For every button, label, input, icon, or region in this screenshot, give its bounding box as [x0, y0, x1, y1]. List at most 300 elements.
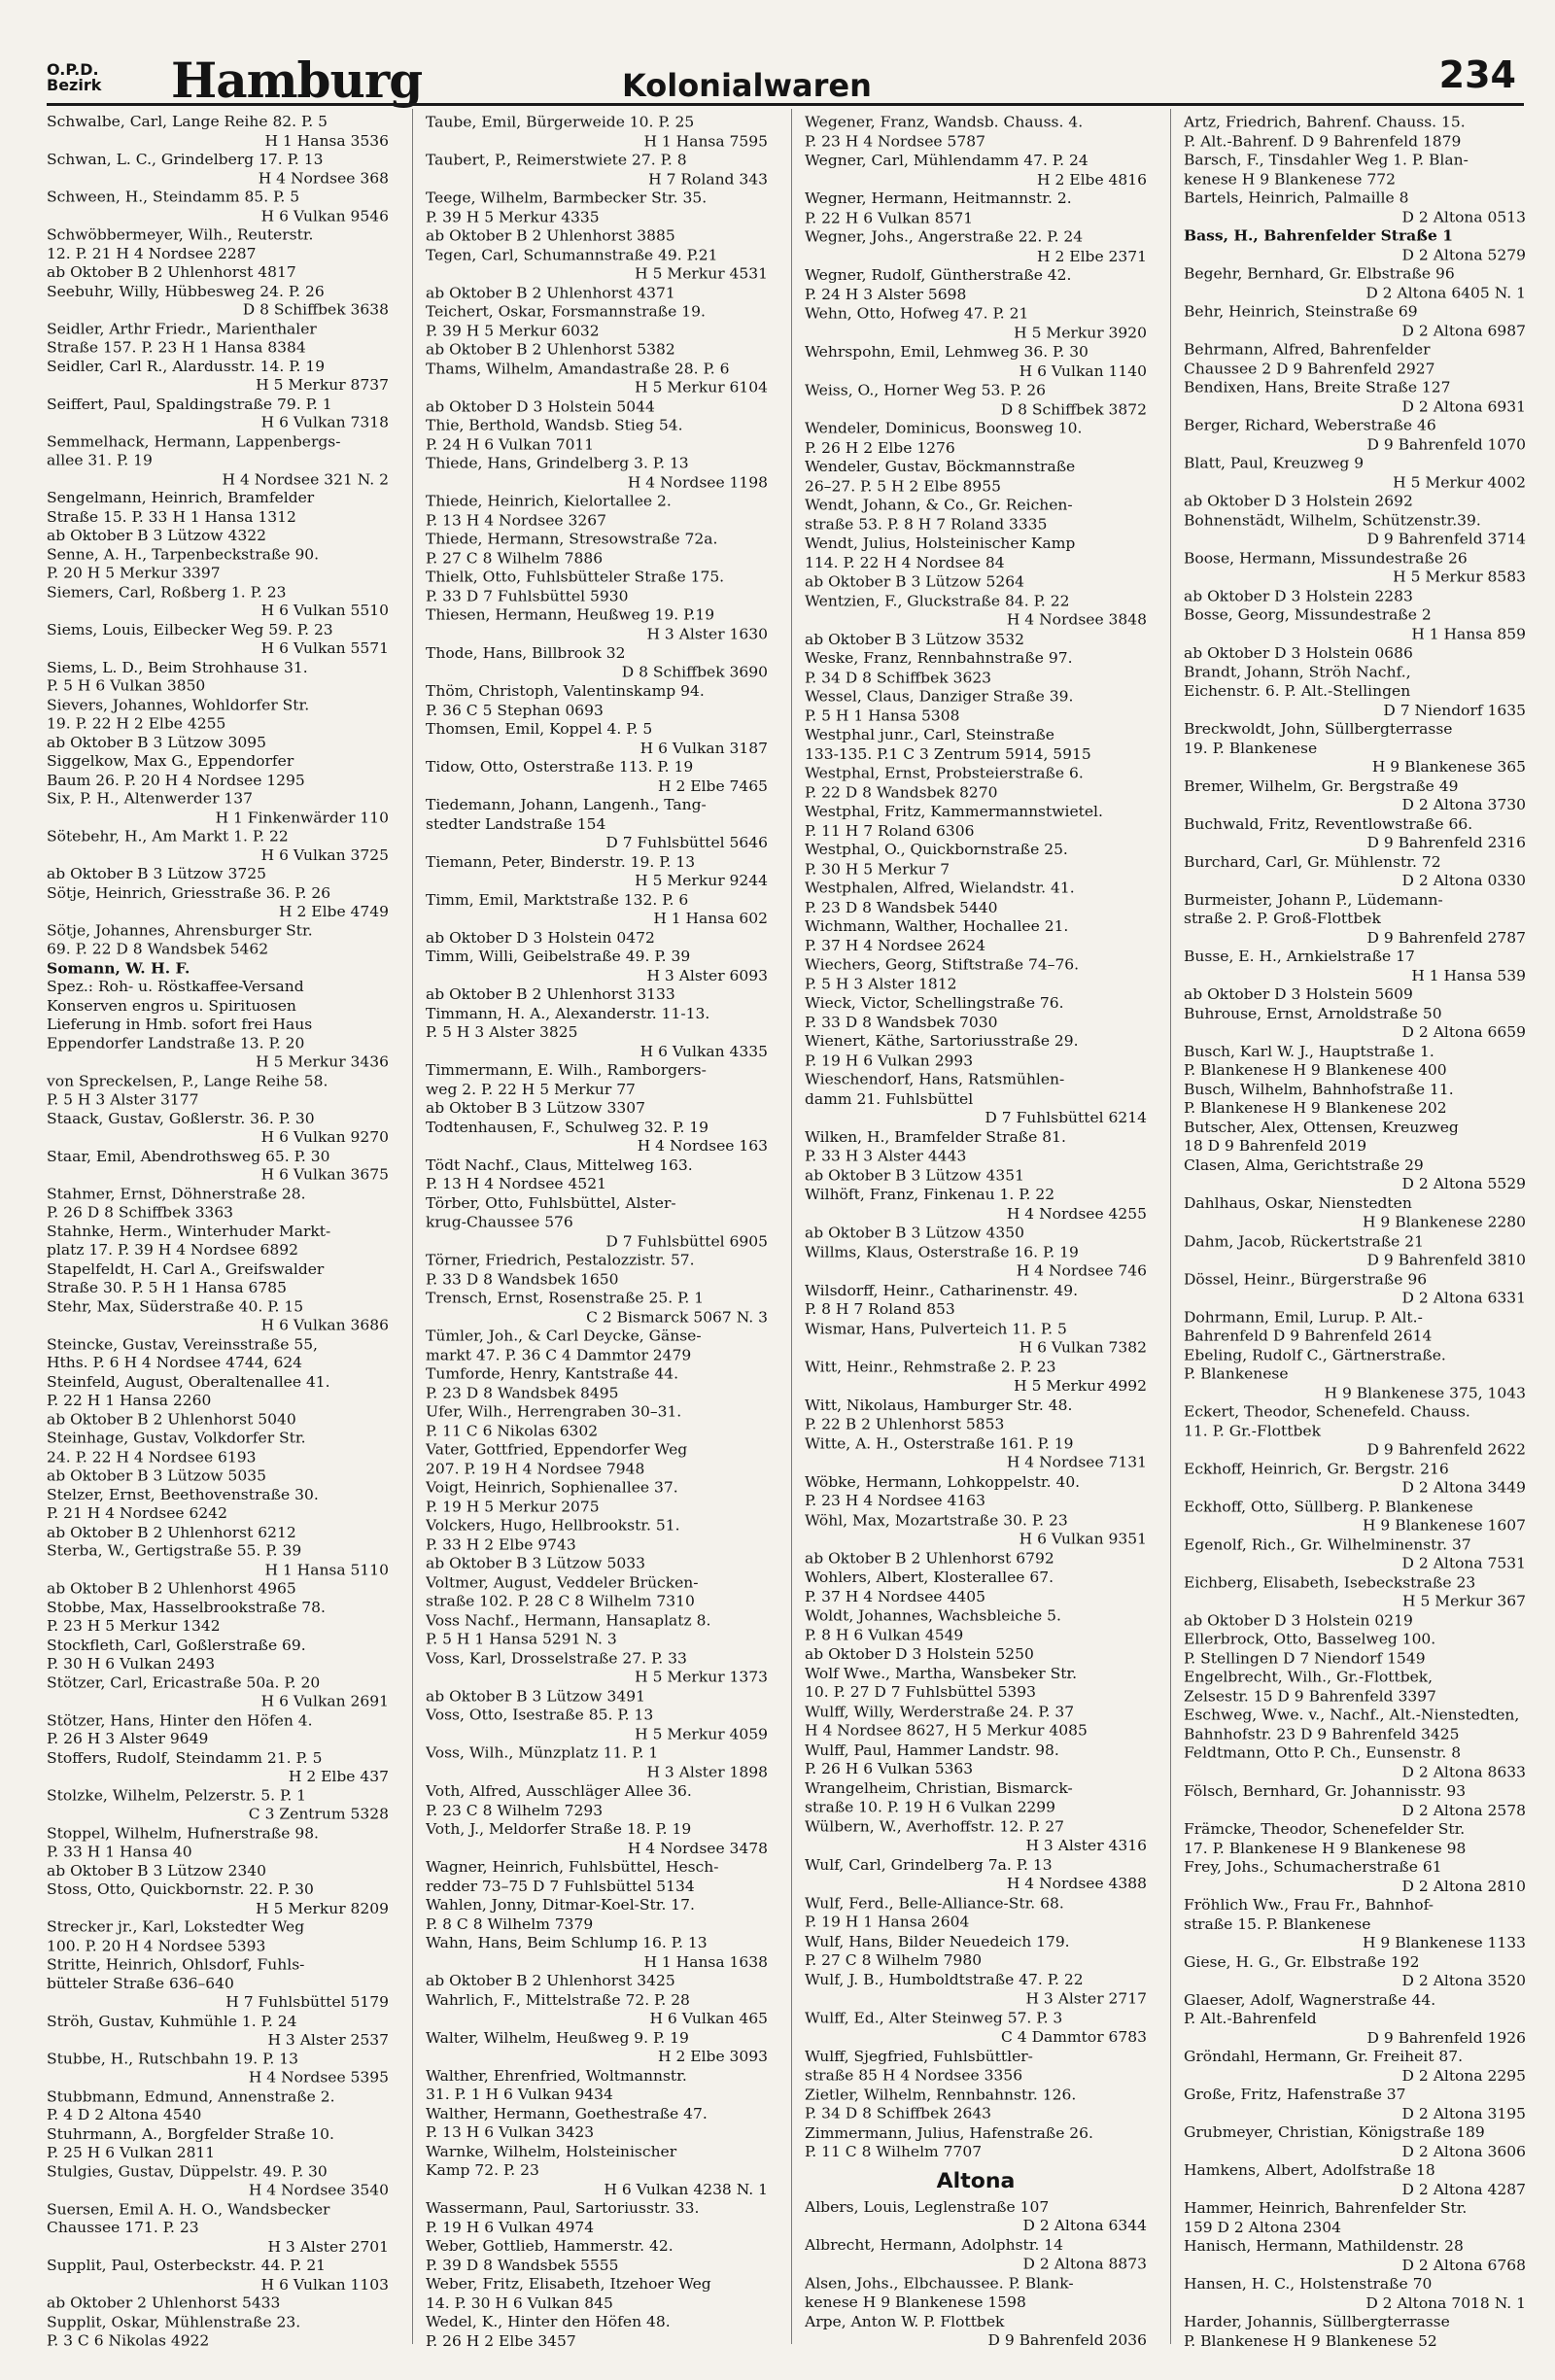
directory-line: P. 33 H 1 Hansa 40 [47, 1844, 192, 1861]
directory-line: Westphal, Ernst, Probsteierstraße 6. [805, 764, 1084, 782]
directory-line: Westphal junr., Carl, Steinstraße [805, 726, 1054, 743]
header-rule [47, 103, 1524, 106]
directory-line: Wendeler, Dominicus, Boonsweg 10. [805, 420, 1083, 437]
directory-line: P. 37 H 4 Nordsee 4405 [805, 1588, 985, 1605]
directory-line: Schwöbbermeyer, Wilh., Reuterstr. [47, 226, 314, 244]
directory-line: H 9 Blankenese 365 [1371, 758, 1526, 776]
directory-line: D 2 Altona 6331 [1401, 1290, 1526, 1307]
directory-line: Große, Fritz, Hafenstraße 37 [1184, 2086, 1406, 2103]
directory-line: P. 20 H 5 Merkur 3397 [47, 565, 221, 582]
directory-line: ab Oktober 2 Uhlenhorst 5433 [47, 2294, 281, 2312]
directory-line: Thiesen, Hermann, Heußweg 19. P.19 [426, 606, 715, 624]
directory-line: P. 24 H 6 Vulkan 7011 [426, 435, 595, 453]
directory-line: D 2 Altona 3449 [1401, 1479, 1526, 1497]
directory-line: P. Blankenese H 9 Blankenese 202 [1184, 1099, 1447, 1117]
directory-line: Weber, Fritz, Elisabeth, Itzehoer Weg [426, 2275, 711, 2294]
directory-line: D 8 Schiffbek 3872 [1000, 400, 1147, 418]
section-title: Kolonialwaren [622, 67, 872, 104]
directory-line: Sengelmann, Heinrich, Bramfelder [47, 489, 315, 506]
directory-line: D 2 Altona 3730 [1401, 796, 1526, 813]
directory-line: H 9 Blankenese 375, 1043 [1324, 1384, 1526, 1401]
directory-line: von Spreckelsen, P., Lange Reihe 58. [47, 1072, 328, 1089]
directory-line: H 1 Hansa 5110 [264, 1561, 389, 1578]
directory-line: Wiechers, Georg, Stiftstraße 74–76. [805, 955, 1080, 974]
directory-line: P. 8 H 6 Vulkan 4549 [805, 1626, 964, 1643]
directory-line: Clasen, Alma, Gerichtstraße 29 [1184, 1156, 1424, 1174]
directory-line: Wrangelheim, Christian, Bismarck- [805, 1779, 1073, 1797]
directory-line: P. 19 H 5 Merkur 2075 [426, 1498, 600, 1515]
directory-line: Seiffert, Paul, Spaldingstraße 79. P. 1 [47, 396, 332, 413]
directory-line: 14. P. 30 H 6 Vulkan 845 [426, 2294, 613, 2312]
directory-line: H 4 Nordsee 321 N. 2 [222, 470, 389, 488]
directory-column-1 [47, 113, 389, 2351]
directory-line: ab Oktober B 2 Uhlenhorst 3133 [426, 985, 675, 1003]
directory-line: H 5 Merkur 8737 [256, 376, 389, 394]
directory-line: Staack, Gustav, Goßlerstr. 36. P. 30 [47, 1110, 315, 1127]
directory-line: Timmermann, E. Wilh., Ramborgers- [426, 1061, 707, 1079]
directory-line: 12. P. 21 H 4 Nordsee 2287 [47, 245, 257, 262]
directory-line: Westphal, Fritz, Kammermannstwietel. [805, 803, 1103, 820]
directory-line: D 9 Bahrenfeld 2622 [1366, 1441, 1526, 1459]
directory-line: P. 22 B 2 Uhlenhorst 5853 [805, 1415, 1005, 1433]
directory-line: H 5 Merkur 367 [1402, 1593, 1526, 1610]
directory-line: H 6 Vulkan 3686 [260, 1317, 389, 1334]
directory-line: H 2 Elbe 3093 [658, 2048, 768, 2065]
directory-line: bütteler Straße 636–640 [47, 1975, 234, 1992]
directory-line: Bosse, Georg, Missundestraße 2 [1184, 606, 1432, 624]
page-number: 234 [1438, 53, 1516, 96]
directory-line: Walter, Wilhelm, Heußweg 9. P. 19 [426, 2029, 689, 2047]
directory-line: Wöbke, Hermann, Lohkoppelstr. 40. [805, 1472, 1081, 1491]
directory-line: Voss Nachf., Hermann, Hansaplatz 8. [426, 1611, 711, 1629]
directory-line: Voss, Wilh., Münzplatz 11. P. 1 [426, 1744, 659, 1762]
directory-line: Barsch, F., Tinsdahler Weg 1. P. Blan- [1184, 151, 1469, 169]
directory-line: Sötebehr, H., Am Markt 1. P. 22 [47, 828, 289, 845]
directory-line: P. 34 D 8 Schiffbek 2643 [805, 2105, 992, 2122]
directory-line: Warnke, Wilhelm, Holsteinischer [426, 2143, 677, 2160]
directory-line: markt 47. P. 36 C 4 Dammtor 2479 [426, 1346, 692, 1363]
directory-line: Albers, Louis, Leglenstraße 107 [805, 2197, 1050, 2216]
directory-line: Timm, Willi, Geibelstraße 49. P. 39 [426, 948, 691, 965]
directory-line: D 2 Altona 0330 [1401, 872, 1526, 889]
directory-line: Eppendorfer Landstraße 13. P. 20 [47, 1035, 305, 1052]
directory-line: H 5 Merkur 8583 [1393, 569, 1526, 586]
directory-line: Busse, E. H., Arnkielstraße 17 [1184, 948, 1415, 965]
directory-line: P. 34 D 8 Schiffbek 3623 [805, 669, 992, 686]
directory-line: P. 22 H 6 Vulkan 8571 [805, 209, 974, 226]
directory-line: Schween, H., Steindamm 85. P. 5 [47, 189, 300, 206]
directory-line: Frey, Johs., Schumacherstraße 61 [1184, 1858, 1442, 1876]
directory-line: ab Oktober B 3 Lützow 3725 [47, 865, 266, 882]
directory-line: Seebuhr, Willy, Hübbesweg 24. P. 26 [47, 283, 325, 300]
directory-line: Walther, Hermann, Goethestraße 47. [426, 2105, 708, 2122]
directory-line: Witt, Heinr., Rehmstraße 2. P. 23 [805, 1358, 1056, 1376]
directory-line: 114. P. 22 H 4 Nordsee 84 [805, 554, 1005, 571]
directory-line: H 7 Roland 343 [648, 170, 768, 188]
directory-line: Blatt, Paul, Kreuzweg 9 [1184, 455, 1365, 472]
directory-line: Stockfleth, Carl, Goßlerstraße 69. [47, 1637, 306, 1654]
directory-line: P. Blankenese [1184, 1365, 1289, 1383]
directory-line: P. 25 H 6 Vulkan 2811 [47, 2144, 216, 2161]
directory-line: Steinfeld, August, Oberaltenallee 41. [47, 1373, 330, 1391]
directory-line: ab Oktober B 2 Uhlenhorst 3425 [426, 1972, 675, 1989]
directory-line: H 4 Nordsee 368 [258, 169, 389, 187]
directory-line: P. 23 H 5 Merkur 1342 [47, 1617, 221, 1635]
directory-line: Wulff, Paul, Hammer Landstr. 98. [805, 1741, 1059, 1759]
directory-line: P. 39 D 8 Wandsbek 5555 [426, 2257, 619, 2274]
directory-line: H 4 Nordsee 3540 [248, 2182, 389, 2199]
directory-line: Stapelfeldt, H. Carl A., Greifswalder [47, 1260, 325, 1278]
directory-line: Eckhoff, Heinrich, Gr. Bergstr. 216 [1184, 1460, 1449, 1477]
directory-line: Stolzke, Wilhelm, Pelzerstr. 5. P. 1 [47, 1787, 307, 1804]
directory-line: Wagner, Heinrich, Fuhlsbüttel, Hesch- [426, 1858, 719, 1876]
directory-line: H 3 Alster 1630 [646, 625, 768, 643]
directory-line: H 5 Merkur 9244 [635, 872, 768, 889]
directory-line: H 4 Nordsee 7131 [1006, 1454, 1147, 1471]
directory-line: D 2 Altona 4287 [1401, 2181, 1526, 2198]
directory-line: Wahrlich, F., Mittelstraße 72. P. 28 [426, 1991, 690, 2009]
directory-line: ab Oktober B 2 Uhlenhorst 4817 [47, 263, 296, 281]
directory-line: Wilken, H., Bramfelder Straße 81. [805, 1128, 1066, 1146]
directory-line: 26–27. P. 5 H 2 Elbe 8955 [805, 477, 1001, 495]
directory-line: 133-135. P.1 C 3 Zentrum 5914, 5915 [805, 745, 1091, 763]
directory-line: P. 39 H 5 Merkur 4335 [426, 208, 600, 225]
directory-line: Giese, H. G., Gr. Elbstraße 192 [1184, 1953, 1420, 1971]
directory-line: H 4 Nordsee 1198 [627, 473, 768, 491]
directory-line: Steincke, Gustav, Vereinsstraße 55, [47, 1335, 318, 1353]
directory-line: H 5 Merkur 6104 [635, 379, 768, 397]
directory-line: Bohnenstädt, Wilhelm, Schützenstr.39. [1184, 511, 1481, 529]
directory-line: P. 33 D 7 Fuhlsbüttel 5930 [426, 587, 629, 605]
directory-line: Bremer, Wilhelm, Gr. Bergstraße 49 [1184, 777, 1459, 795]
directory-line: Wedel, K., Hinter den Höfen 48. [426, 2313, 671, 2331]
directory-line: Wohlers, Albert, Klosterallee 67. [805, 1569, 1054, 1586]
directory-line: Voss, Karl, Drosselstraße 27. P. 33 [426, 1649, 687, 1667]
directory-line: Begehr, Bernhard, Gr. Elbstraße 96 [1184, 265, 1455, 283]
directory-line: P. 13 H 4 Nordsee 4521 [426, 1175, 606, 1193]
directory-line: Siemers, Carl, Roßberg 1. P. 23 [47, 583, 287, 601]
directory-line: P. Alt.-Bahrenf. D 9 Bahrenfeld 1879 [1184, 132, 1462, 150]
directory-line: Suersen, Emil A. H. O., Wandsbecker [47, 2200, 330, 2218]
directory-line: P. 5 H 3 Alster 3177 [47, 1091, 199, 1109]
directory-line: D 2 Altona 0513 [1401, 208, 1526, 225]
directory-line: H 2 Elbe 2371 [1037, 247, 1147, 265]
directory-line: P. 37 H 4 Nordsee 2624 [805, 937, 985, 954]
directory-line: Eschweg, Wwe. v., Nachf., Alt.-Nienstedten, [1184, 1707, 1520, 1724]
directory-line: straße 2. P. Groß-Flottbek [1184, 910, 1381, 927]
directory-line: Teege, Wilhelm, Barmbecker Str. 35. [426, 190, 708, 207]
directory-line: Woldt, Johannes, Wachsbleiche 5. [805, 1606, 1061, 1625]
directory-line: Thode, Hans, Billbrook 32 [426, 644, 626, 662]
directory-line: 159 D 2 Altona 2304 [1184, 2219, 1341, 2236]
directory-line: C 3 Zentrum 5328 [248, 1806, 389, 1823]
directory-line: P. 30 H 6 Vulkan 2493 [47, 1655, 216, 1673]
directory-column-2 [426, 113, 768, 2351]
directory-line: Burmeister, Johann P., Lüdemann- [1184, 891, 1443, 909]
directory-line: Harder, Johannis, Süllbergterrasse [1184, 2313, 1450, 2331]
directory-line: D 2 Altona 6768 [1401, 2257, 1526, 2274]
directory-line: Dohrmann, Emil, Lurup. P. Alt.- [1184, 1308, 1423, 1326]
directory-line: Wessel, Claus, Danziger Straße 39. [805, 688, 1074, 706]
directory-line: kenese H 9 Blankenese 1598 [805, 2294, 1026, 2311]
directory-line: Willms, Klaus, Osterstraße 16. P. 19 [805, 1243, 1079, 1260]
directory-line: H 6 Vulkan 3187 [639, 740, 768, 757]
directory-line: ab Oktober B 2 Uhlenhorst 3885 [426, 227, 675, 245]
directory-line: H 1 Hansa 3536 [264, 132, 389, 150]
directory-line: ab Oktober B 2 Uhlenhorst 6212 [47, 1524, 296, 1541]
directory-line: D 9 Bahrenfeld 1070 [1366, 435, 1526, 453]
directory-line: Stoss, Otto, Quickbornstr. 22. P. 30 [47, 1880, 314, 1898]
directory-line: P. Blankenese H 9 Blankenese 52 [1184, 2332, 1437, 2350]
directory-line: H 3 Alster 2717 [1025, 1989, 1147, 2008]
directory-line: Tiedemann, Johann, Langenh., Tang- [426, 796, 707, 813]
directory-line: P. 26 H 3 Alster 9649 [47, 1730, 209, 1747]
directory-line: Taube, Emil, Bürgerweide 10. P. 25 [426, 113, 695, 131]
directory-line: P. 23 H 4 Nordsee 4163 [805, 1492, 985, 1509]
directory-line: Bahnhofstr. 23 D 9 Bahrenfeld 3425 [1184, 1725, 1460, 1743]
directory-line: Tödt Nachf., Claus, Mittelweg 163. [426, 1156, 693, 1174]
directory-line: Hammer, Heinrich, Bahrenfelder Str. [1184, 2199, 1468, 2217]
directory-line: Walther, Ehrenfried, Woltmannstr. [426, 2067, 687, 2085]
directory-line: H 4 Nordsee 3848 [1006, 611, 1147, 629]
directory-line: Egenolf, Rich., Gr. Wilhelminenstr. 37 [1184, 1535, 1471, 1553]
directory-line: Wulf, J. B., Humboldtstraße 47. P. 22 [805, 1971, 1084, 1988]
directory-line: Törber, Otto, Fuhlsbüttel, Alster- [426, 1194, 676, 1212]
directory-line: weg 2. P. 22 H 5 Merkur 77 [426, 1081, 636, 1098]
directory-line: Eichberg, Elisabeth, Isebeckstraße 23 [1184, 1573, 1476, 1591]
directory-line: H 1 Hansa 7595 [643, 132, 768, 150]
directory-line: Baum 26. P. 20 H 4 Nordsee 1295 [47, 772, 305, 789]
directory-line: Busch, Karl W. J., Hauptstraße 1. [1184, 1043, 1434, 1060]
directory-line: ab Oktober B 3 Lützow 3532 [805, 630, 1024, 648]
directory-line: ab Oktober B 3 Lützow 3307 [426, 1099, 645, 1117]
directory-line: H 9 Blankenese 1133 [1362, 1934, 1526, 1951]
directory-line: Trensch, Ernst, Rosenstraße 25. P. 1 [426, 1290, 705, 1307]
directory-line: P. 13 H 6 Vulkan 3423 [426, 2123, 595, 2141]
directory-line: H 5 Merkur 3436 [256, 1053, 389, 1071]
directory-line: C 4 Dammtor 6783 [1001, 2028, 1147, 2046]
directory-line: Teichert, Oskar, Forsmannstraße 19. [426, 303, 706, 321]
directory-line: Wilsdorff, Heinr., Catharinenstr. 49. [805, 1281, 1079, 1299]
directory-line: Chaussee 2 D 9 Bahrenfeld 2927 [1184, 360, 1435, 377]
directory-line: Bahrenfeld D 9 Bahrenfeld 2614 [1184, 1328, 1433, 1345]
directory-line: D 2 Altona 8873 [1022, 2255, 1147, 2273]
directory-line: P. 5 H 1 Hansa 5308 [805, 707, 960, 725]
directory-line: P. 33 D 8 Wandsbek 7030 [805, 1014, 998, 1031]
directory-line: kenese H 9 Blankenese 772 [1184, 170, 1396, 188]
directory-line: platz 17. P. 39 H 4 Nordsee 6892 [47, 1241, 298, 1259]
directory-line: H 6 Vulkan 7382 [1019, 1339, 1147, 1357]
directory-line: Wieck, Victor, Schellingstraße 76. [805, 994, 1064, 1012]
directory-line: Wegner, Carl, Mühlendamm 47. P. 24 [805, 152, 1088, 169]
directory-line: Butscher, Alex, Ottensen, Kreuzweg [1184, 1119, 1459, 1136]
directory-line: Wentzien, F., Gluckstraße 84. P. 22 [805, 592, 1070, 609]
directory-line: Hths. P. 6 H 4 Nordsee 4744, 624 [47, 1354, 303, 1371]
directory-line: Weiss, O., Horner Weg 53. P. 26 [805, 381, 1047, 399]
directory-line: 19. P. 22 H 2 Elbe 4255 [47, 715, 226, 733]
directory-line: H 5 Merkur 1373 [635, 1669, 768, 1686]
directory-line: Wegner, Johs., Angerstraße 22. P. 24 [805, 228, 1084, 246]
directory-line: Seidler, Carl R., Alardusstr. 14. P. 19 [47, 358, 326, 375]
directory-line: Voth, Alfred, Ausschläger Allee 36. [426, 1782, 692, 1800]
directory-line: Grubmeyer, Christian, Königstraße 189 [1184, 2123, 1485, 2141]
directory-line: H 2 Elbe 4816 [1037, 171, 1147, 189]
directory-line: Lieferung in Hmb. sofort frei Haus [47, 1016, 313, 1033]
directory-line: Semmelhack, Hermann, Lappenbergs- [47, 432, 341, 450]
directory-line: Fröhlich Ww., Frau Fr., Bahnhof- [1184, 1896, 1434, 1914]
directory-line: Ellerbrock, Otto, Basselweg 100. [1184, 1631, 1436, 1648]
directory-line: Feldtmann, Otto P. Ch., Eunsenstr. 8 [1184, 1744, 1462, 1762]
directory-line: H 1 Finkenwärder 110 [215, 809, 389, 826]
directory-line: H 6 Vulkan 3675 [260, 1166, 389, 1184]
directory-line: D 7 Fuhlsbüttel 6214 [985, 1109, 1147, 1126]
directory-line: Wismar, Hans, Pulverteich 11. P. 5 [805, 1320, 1067, 1337]
directory-line: H 4 Nordsee 746 [1016, 1262, 1147, 1280]
directory-line: H 1 Hansa 1638 [643, 1953, 768, 1971]
directory-line: Wendt, Johann, & Co., Gr. Reichen- [805, 497, 1073, 514]
directory-line: Berger, Richard, Weberstraße 46 [1184, 417, 1436, 434]
directory-line: P. 26 D 8 Schiffbek 3363 [47, 1204, 234, 1222]
directory-line: ab Oktober B 3 Lützow 5264 [805, 572, 1024, 591]
directory-line: Hanisch, Hermann, Mathildenstr. 28 [1184, 2237, 1464, 2255]
directory-line: Wöhl, Max, Mozartstraße 30. P. 23 [805, 1511, 1068, 1529]
directory-line: Stoffers, Rudolf, Steindamm 21. P. 5 [47, 1749, 323, 1767]
directory-line: Wegener, Franz, Wandsb. Chauss. 4. [805, 113, 1084, 131]
directory-line: D 9 Bahrenfeld 3810 [1366, 1251, 1526, 1269]
directory-line: H 4 Nordsee 5395 [248, 2069, 389, 2087]
directory-line: Bartels, Heinrich, Palmaille 8 [1184, 190, 1409, 207]
directory-line: D 2 Altona 2295 [1401, 2067, 1526, 2085]
directory-line: H 3 Alster 2701 [267, 2238, 389, 2256]
directory-line: D 7 Fuhlsbüttel 5646 [605, 834, 768, 851]
directory-line: Weske, Franz, Rennbahnstraße 97. [805, 649, 1073, 667]
directory-line: H 6 Vulkan 4335 [639, 1043, 768, 1060]
directory-line: H 1 Hansa 859 [1411, 625, 1526, 643]
bezirk-label: Bezirk [47, 76, 102, 94]
directory-line: D 2 Altona 6659 [1401, 1023, 1526, 1041]
directory-line: D 2 Altona 7018 N. 1 [1365, 2294, 1526, 2312]
directory-column-3 [805, 113, 1147, 2351]
directory-line: ab Oktober D 3 Holstein 0472 [426, 929, 655, 947]
directory-line: P. 8 C 8 Wilhelm 7379 [426, 1915, 594, 1933]
directory-line: D 9 Bahrenfeld 2036 [987, 2331, 1147, 2350]
directory-line: H 4 Nordsee 3478 [627, 1839, 768, 1857]
directory-line: H 9 Blankenese 2280 [1362, 1213, 1526, 1231]
directory-line: H 7 Fuhlsbüttel 5179 [225, 1993, 389, 2011]
directory-line: straße 102. P. 28 C 8 Wilhelm 7310 [426, 1593, 695, 1610]
directory-line: Dahm, Jacob, Rückertstraße 21 [1184, 1232, 1424, 1250]
directory-line: Wulff, Willy, Werderstraße 24. P. 37 [805, 1703, 1075, 1720]
directory-line: ab Oktober B 2 Uhlenhorst 6792 [805, 1549, 1054, 1568]
directory-line: Arpe, Anton W. P. Flottbek [805, 2313, 1005, 2330]
directory-line: Sievers, Johannes, Wohldorfer Str. [47, 696, 310, 713]
directory-line: Sterba, W., Gertigstraße 55. P. 39 [47, 1542, 302, 1560]
directory-line: D 2 Altona 8633 [1401, 1763, 1526, 1781]
directory-line: H 6 Vulkan 3725 [260, 846, 389, 864]
directory-line: Behr, Heinrich, Steinstraße 69 [1184, 303, 1418, 321]
directory-line: damm 21. Fuhlsbüttel [805, 1089, 974, 1108]
directory-line: Hansen, H. C., Holstenstraße 70 [1184, 2275, 1433, 2294]
directory-line: P. 23 D 8 Wandsbek 8495 [426, 1384, 619, 1401]
directory-line: H 6 Vulkan 465 [649, 2010, 768, 2027]
directory-line: Burchard, Carl, Gr. Mühlenstr. 72 [1184, 853, 1441, 871]
city-title: Hamburg [171, 52, 423, 109]
directory-line: Boose, Hermann, Missundestraße 26 [1184, 549, 1468, 567]
directory-line: Thie, Berthold, Wandsb. Stieg 54. [426, 417, 683, 434]
directory-line: Supplit, Paul, Osterbeckstr. 44. P. 21 [47, 2257, 327, 2274]
directory-line: 10. P. 27 D 7 Fuhlsbüttel 5393 [805, 1683, 1037, 1702]
directory-line: Törner, Friedrich, Pestalozzistr. 57. [426, 1251, 695, 1269]
directory-line: D 2 Altona 3606 [1401, 2143, 1526, 2160]
directory-line: 18 D 9 Bahrenfeld 2019 [1184, 1137, 1367, 1156]
directory-line: Stritte, Heinrich, Ohlsdorf, Fuhls- [47, 1956, 305, 1974]
directory-line: H 4 Nordsee 8627, H 5 Merkur 4085 [805, 1722, 1088, 1740]
directory-line: D 7 Niendorf 1635 [1383, 701, 1526, 719]
directory-line: D 9 Bahrenfeld 2316 [1366, 834, 1526, 851]
directory-line: Staar, Emil, Abendrothsweg 65. P. 30 [47, 1148, 330, 1165]
directory-line: Siems, Louis, Eilbecker Weg 59. P. 23 [47, 621, 333, 638]
directory-line: Tegen, Carl, Schumannstraße 49. P.21 [426, 246, 718, 263]
directory-line: Zimmermann, Julius, Hafenstraße 26. [805, 2123, 1093, 2142]
directory-line: H 1 Hansa 602 [653, 910, 768, 927]
directory-line: Glaeser, Adolf, Wagnerstraße 44. [1184, 1991, 1436, 2009]
directory-line: P. 23 C 8 Wilhelm 7293 [426, 1801, 604, 1819]
directory-line: D 2 Altona 7531 [1401, 1555, 1526, 1572]
directory-line: P. Alt.-Bahrenfeld [1184, 2010, 1317, 2027]
directory-line: P. 11 H 7 Roland 6306 [805, 822, 975, 840]
column-divider [1170, 109, 1171, 2344]
directory-line: Sötje, Johannes, Ahrensburger Str. [47, 921, 313, 939]
directory-line: ab Oktober D 3 Holstein 2692 [1184, 493, 1413, 510]
directory-line: P. 23 H 4 Nordsee 5787 [805, 132, 985, 150]
directory-line: D 9 Bahrenfeld 1926 [1366, 2029, 1526, 2047]
directory-line: Tumforde, Henry, Kantstraße 44. [426, 1365, 679, 1383]
directory-line: Westphalen, Alfred, Wielandstr. 41. [805, 880, 1075, 897]
directory-line: D 9 Bahrenfeld 3714 [1366, 531, 1526, 548]
directory-line: H 6 Vulkan 1103 [260, 2276, 389, 2294]
directory-line: Seidler, Arthr Friedr., Marienthaler [47, 320, 317, 337]
directory-line: H 6 Vulkan 5571 [260, 639, 389, 657]
directory-line: P. Blankenese H 9 Blankenese 400 [1184, 1061, 1447, 1079]
directory-line: Thomsen, Emil, Koppel 4. P. 5 [426, 720, 653, 738]
directory-line: H 2 Elbe 4749 [279, 903, 389, 920]
directory-line: Stötzer, Carl, Ericastraße 50a. P. 20 [47, 1673, 321, 1691]
directory-line: Siggelkow, Max G., Eppendorfer [47, 752, 294, 770]
directory-line: P. 36 C 5 Stephan 0693 [426, 701, 604, 719]
directory-line: P. 26 H 6 Vulkan 5363 [805, 1760, 974, 1777]
directory-line: Thöm, Christoph, Valentinskamp 94. [426, 682, 705, 700]
directory-line: H 5 Merkur 4992 [1014, 1377, 1147, 1395]
directory-line: P. 24 H 3 Alster 5698 [805, 286, 967, 303]
directory-line: ab Oktober B 2 Uhlenhorst 4371 [426, 284, 675, 301]
directory-line: P. 4 D 2 Altona 4540 [47, 2106, 202, 2123]
directory-line: D 2 Altona 3195 [1401, 2105, 1526, 2122]
directory-line: P. 23 D 8 Wandsbek 5440 [805, 898, 998, 916]
directory-line: Wulf, Carl, Grindelberg 7a. P. 13 [805, 1856, 1053, 1874]
directory-line: H 2 Elbe 437 [288, 1768, 389, 1785]
directory-line: Stehr, Max, Süderstraße 40. P. 15 [47, 1297, 304, 1315]
directory-line: H 5 Merkur 4059 [635, 1725, 768, 1743]
directory-line: Strecker jr., Karl, Lokstedter Weg [47, 1918, 305, 1936]
directory-line: 11. P. Gr.-Flottbek [1184, 1422, 1321, 1439]
directory-line: Stahnke, Herm., Winterhuder Markt- [47, 1223, 331, 1240]
directory-line: Voigt, Heinrich, Sophienallee 37. [426, 1479, 678, 1497]
directory-line: H 6 Vulkan 1140 [1019, 362, 1147, 380]
directory-line: Wulff, Ed., Alter Steinweg 57. P. 3 [805, 2009, 1063, 2026]
directory-line: H 1 Hansa 539 [1411, 967, 1526, 984]
directory-line: Thams, Wilhelm, Amandastraße 28. P. 6 [426, 360, 730, 377]
directory-line: Wichmann, Walther, Hochallee 21. [805, 917, 1069, 935]
